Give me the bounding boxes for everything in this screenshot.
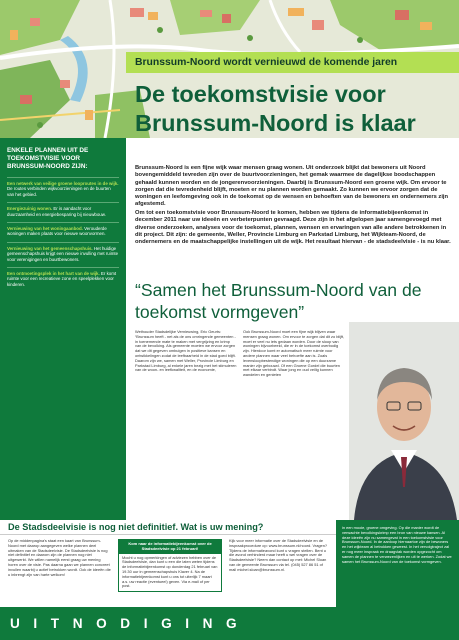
sidebar-item-text: De routes verbinden wijkvoorzieningen en de buurten van het gebied. (7, 186, 111, 197)
headline-bar (126, 52, 459, 73)
sidebar-item (7, 267, 119, 287)
section-heading (0, 520, 336, 535)
quote-column: Ook Brunssum-Noord moet een fijne wijk blijven waar mensen graag wonen. Om ervoor te zorgen dat dit zo blijft, moet er veel nu iets gedaan worden. Door de sloop van woningen bijvoorbeeld, die er in de toekomst overbodig zijn. Hierdoor komt er automatisch meer ruimte voor andere plannen waar veel behoefte aan is. Zoals levensloopbestendige woningen die op een duurzame manier zijn gebouwd. Of een Groene Gordel die buurten met elkaar verbindt. Waar jong en oud veilig kunnen wandelen en genieten (243, 329, 345, 378)
sidebar-item (7, 222, 119, 237)
info-box-title: Kom naar de informatiebijeenkomst over de Stadsdeelvisie op 21 februari! (119, 540, 221, 554)
quote-columns (135, 330, 345, 378)
sidebar-item-highlight: Energiezuinig wonen. (7, 206, 53, 212)
pull-quote: “Samen het Brunssum-Noord van de toekomst vormgeven” (135, 280, 422, 322)
footer-banner (0, 607, 459, 640)
sidebar-item-text: Verouderde woningen maken plaats voor nieuwe woonvormen. (7, 226, 107, 237)
sidebar-item-text: Het huidige gemeenschapshuis krijgt een nieuwe invulling met ruimte voor verenigingen en buurtbewoners. (7, 245, 119, 262)
participation-column-3: Kijk voor meer informatie over de Stadsdeelvisie en de inspraakprocedure op: www.brunssum.nl/noord. Vragen? Tijdens de informatieavond kunt u vragen stellen. Bent u die avond verhinderd maar heeft u wel vragen over de Stadsdeelvisie? Neem dan contact op met: Michel Sloan van de gemeente Brunssum via tel. (045) 527 86 51 of mail michel.sloan@brunssum.nl. (229, 538, 328, 572)
continued-text-box: in een mooie, groene omgeving. Op die manier wordt de verwachte bevolkingskrimp een bron van nieuwe kansen. Al deze ideeën zijn nu samengevat in een toekomstvisie voor Brunssum-Noord. In de aanloop hiernaartoe zijn de bewoners en het wijkteam al betrokken geweest. In het vervolgtraject zal er nog meer inspraak en draagvlak worden opgezocht om samen de plannen te verwezenlijken en uit te werken. Zodat we samen het Brunssum-Noord van de toekomst vormgeven. (336, 520, 459, 607)
footer-label: UITNODIGING (10, 616, 251, 631)
participation-column: Op de middenpagina's staat een kaart van Brunssum-Noord met daarop aangegeven welke plannen deel uitmaken van de Stadsdeelvisie. De Stadsdeelvisie is nog niet definitief en daarom zijn de plannen nog niet uitgewerkt. We willen namelijk eerst graag uw mening horen over de visie. Pas daarna gaan we plannen concreet invullen waarbij u actief betrokken wordt. Ook de ideeën die u inbrengt zijn van harte welkom! (8, 538, 111, 577)
person-portrait-icon (349, 322, 459, 520)
sidebar-item-highlight: Vernieuwing van het gemeenschapshuis. (7, 245, 93, 251)
intro-paragraph-2: Om tot een toekomstvisie voor Brunssum-Noord te komen, hebben we tijdens de informatiebijeenkomst in december 2011 naar uw ideeën en verbeterpunten gevraagd. Deze zijn in het afgelopen jaar samengevoegd met diverse onderzoeken, analyses voor de toekomst, plannen, wensen en ervaringen van alle andere betrokkenen in dit project. Dit zijn: de gemeente, Weller, Provincie Limburg en Parkstad Limburg, het Wijkteam-Noord, de ondernemers en de maatschappelijke instellingen uit de wijk. Het resultaat hiervan - de stadsdeelvisie - is nu klaar. (135, 210, 451, 246)
sidebar-item-text: Er komt ruimte voor een recreatieve zone en speelplekken voor kinderen. (7, 271, 117, 287)
sidebar-item-highlight: Vernieuwing van het woningaanbod. (7, 226, 83, 232)
portrait-photo (349, 322, 459, 520)
sidebar-item-highlight: Een netwerk van veilige groene looproutes in de wijk. (7, 181, 119, 186)
section-heading-text: De Stadsdeelvisie is nog niet definitief. Wat is uw mening? (8, 522, 264, 532)
info-box-text: Mocht u nog opmerkingen of adviezen hebben over de Stadsdeelvisie, dan kunt u een die laten weten tijdens de informatiebijeenkomst op donderdag 21 februari van 19.30 uur in gemeenschapshuis Klaver 4. Na de informatiebijeenkomst kunt u ons tot uiterlijk 7 maart a.s. uw reactie (eventueel) geven. Via e-mail of per post. (122, 554, 218, 589)
sidebar-item (7, 202, 119, 217)
sidebar-title: ENKELE PLANNEN UIT DE TOEKOMSTVISIE VOOR BRUNSSUM-NOORD ZIJN: (7, 147, 89, 170)
headline-text: Brunssum-Noord wordt vernieuwd de komende jaren (135, 57, 398, 68)
info-box (118, 539, 222, 592)
sidebar-item (7, 177, 119, 197)
sidebar-plans (0, 138, 126, 520)
quote-column: Wethouder Stadsdelijke Vernieuwing, Eric Geurts: “Brunssum heeft - net als de ons omringende gemeenten - in toenemende mate te maken met vergrijzing en krimp van de bevolking. Als gemeente moeten we ervoor zorgen dat we dit gegeven ombuigen in positieve kansen en ontwikkelingen zodat de leefbaarheid in de stad goed blijft. Daarom zijn we, samen met Weller, Provincie Limburg en Parkstad Limburg, al enkele jaren bezig met het stimuleren van de woon- en leefkwaliteit, en de economie, (135, 329, 237, 373)
sidebar-item-highlight: Een ontmoetingsplek in het hart van de wijk. (7, 271, 100, 277)
sidebar-item-text: Er is aandacht voor duurzaamheid en energiebesparing bij nieuwbouw. (7, 206, 106, 217)
sidebar-item (7, 242, 119, 262)
intro-paragraph: Brunssum-Noord is een fijne wijk waar mensen graag wonen. Uit onderzoek blijkt dat bewoners uit Noord bovengemiddeld tevreden zijn over de buurtvoorzieningen, het gemak waarmee de dagelijkse boodschappen gehaald kunnen worden en de jongerenvoorzieningen. Daarbij is Brunssum-Noord een groene wijk. Om ervoor te zorgen dat die tevredenheid blijft, moeten er nu plannen worden gemaakt. Zo kunnen we ervoor zorgen dat de woningen en leefomgeving ook in de toekomst op de wensen en behoeften van de bewoners en ondernemers zijn afgestemd. (135, 165, 449, 208)
page-title: De toekomstvisie voor Brunssum-Noord is klaar (135, 81, 416, 136)
